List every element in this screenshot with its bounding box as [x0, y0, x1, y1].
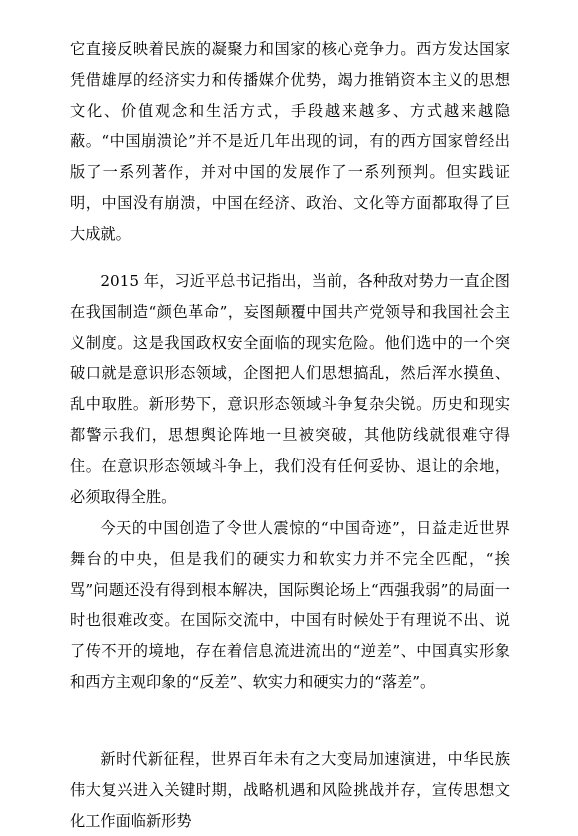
paragraph-2: 2015 年，习近平总书记指出，当前，各种敌对势力一直企图在我国制造“颜色革命”，妄图颠覆中国共产党领导和我国社会主义制度。这是我国政权安全面临的现实危险。他们选中的一个突破口就是意识形态领域，企图把人们思想搞乱，然后浑水摸鱼、乱中取胜。新形势下，意识形态领域斗争复杂尖锐。历史和现实都警示我们，思想舆论阵地一旦被突破，其他防线就很难守得住。在意识形态领域斗争上，我们没有任何妥协、退让的余地，必须取得全胜。	[70, 272, 510, 506]
paragraph-3: 今天的中国创造了令世人震惊的“中国奇迹”，日益走近世界舞台的中央，但是我们的硬实力和软实力并不完全匹配，“挨骂”问题还没有得到根本解决，国际舆论场上“西强我弱”的局面一时也很难改变。在国际交流中，中国有时候处于有理说不出、说了传不开的境地，存在着信息流进流出的“逆差”、中国真实形象和西方主观印象的“反差”、软实力和硬实力的“落差”。	[70, 519, 510, 691]
paragraph-1: 它直接反映着民族的凝聚力和国家的核心竞争力。西方发达国家凭借雄厚的经济实力和传播媒介优势，竭力推销资本主义的思想文化、价值观念和生活方式，手段越来越多、方式越来越隐蔽。“中国崩溃论”并不是近几年出现的词，有的西方国家曾经出版了一系列著作，并对中国的发展作了一系列预判。但实践证明，中国没有崩溃，中国在经济、政治、文化等方面都取得了巨大成就。	[70, 40, 510, 243]
paragraph-4: 新时代新征程，世界百年未有之大变局加速演进，中华民族伟大复兴进入关键时期，战略机遇和风险挑战并存，宣传思想文化工作面临新形势	[70, 750, 510, 830]
